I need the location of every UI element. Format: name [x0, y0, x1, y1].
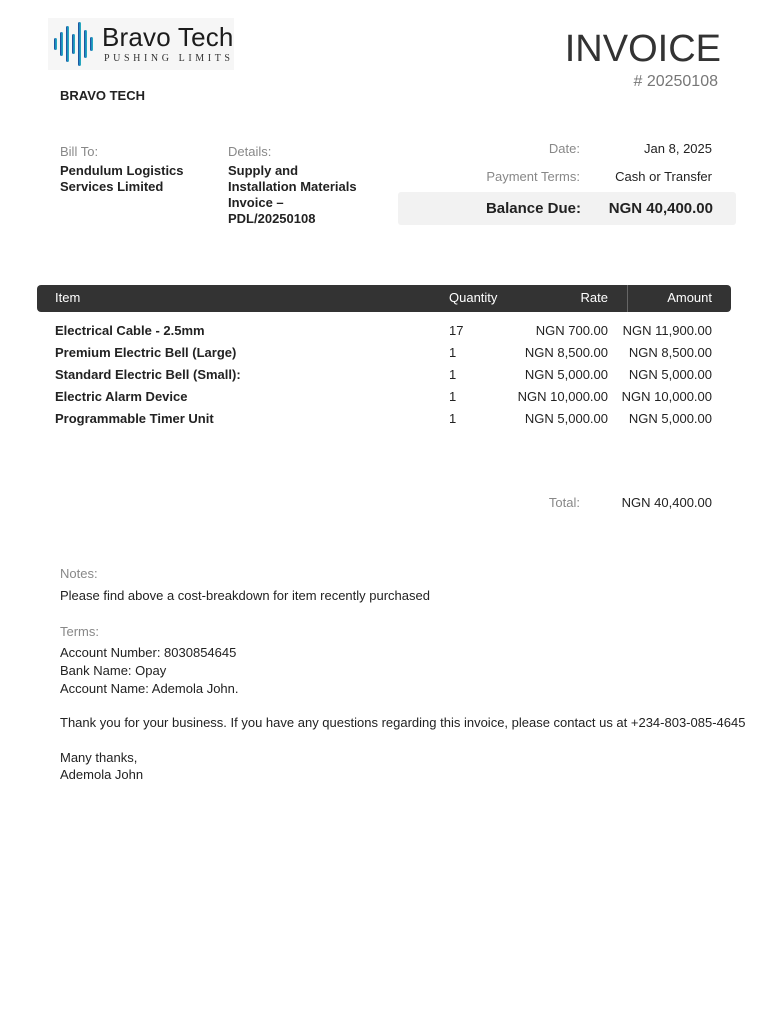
- notes-label: Notes:: [60, 566, 98, 581]
- details-line: PDL/20250108: [228, 211, 316, 226]
- header-rate: Rate: [580, 290, 608, 305]
- row-rate: NGN 700.00: [535, 323, 608, 338]
- row-quantity: 17: [449, 323, 464, 338]
- header-quantity: Quantity: [449, 290, 498, 305]
- header-item: Item: [55, 290, 81, 305]
- row-item: Electrical Cable - 2.5mm: [55, 323, 205, 338]
- company-name: BRAVO TECH: [60, 88, 145, 103]
- table-row: [0, 411, 768, 433]
- terms-label: Terms:: [60, 624, 99, 639]
- notes-text: Please find above a cost-breakdown for item recently purchased: [60, 588, 430, 603]
- soundwave-logo-icon: [52, 22, 98, 66]
- row-rate: NGN 5,000.00: [524, 411, 608, 426]
- account-number: Account Number: 8030854645: [60, 645, 237, 660]
- bill-to-label: Bill To:: [60, 144, 99, 159]
- row-rate: NGN 5,000.00: [524, 367, 608, 382]
- row-rate: NGN 8,500.00: [524, 345, 608, 360]
- company-logo: [48, 18, 234, 70]
- balance-due-label: Balance Due:: [485, 200, 581, 217]
- row-amount: NGN 5,000.00: [628, 411, 712, 426]
- table-row: [0, 389, 768, 411]
- row-item: Premium Electric Bell (Large): [55, 345, 237, 360]
- header-amount: Amount: [667, 290, 712, 305]
- thank-you-message: Thank you for your business. If you have any questions regarding this invoice, please contact us at +234-803-085-4645: [60, 715, 746, 730]
- items-table-header: [37, 285, 731, 312]
- bill-to-value: [60, 163, 210, 195]
- total-value: NGN 40,400.00: [621, 495, 712, 510]
- row-rate: NGN 10,000.00: [517, 389, 608, 404]
- logo-tagline: PUSHING LIMITS: [104, 53, 234, 64]
- payment-terms-value: Cash or Transfer: [615, 169, 712, 184]
- total-label: Total:: [548, 495, 580, 510]
- row-amount: NGN 5,000.00: [628, 367, 712, 382]
- details-value: [228, 163, 368, 227]
- row-amount: NGN 11,900.00: [622, 323, 712, 338]
- invoice-number: # 20250108: [633, 73, 718, 90]
- account-name: Account Name: Ademola John.: [60, 681, 239, 696]
- row-quantity: 1: [449, 345, 457, 360]
- bank-name: Bank Name: Opay: [60, 663, 167, 678]
- details-line: Installation Materials: [228, 179, 357, 194]
- closing-line: Many thanks,: [60, 750, 138, 765]
- details-label: Details:: [228, 144, 272, 159]
- invoice-title: INVOICE: [564, 28, 721, 70]
- row-amount: NGN 8,500.00: [628, 345, 712, 360]
- bill-to-line: Services Limited: [60, 179, 164, 194]
- row-quantity: 1: [449, 389, 457, 404]
- logo-wordmark: Bravo Tech: [102, 22, 234, 52]
- table-row: [0, 345, 768, 367]
- balance-due-box: [398, 192, 736, 225]
- details-line: Invoice –: [228, 195, 284, 210]
- date-label: Date:: [548, 141, 580, 156]
- balance-due-value: NGN 40,400.00: [608, 200, 713, 217]
- header-divider: [627, 285, 628, 312]
- date-value: Jan 8, 2025: [644, 141, 712, 156]
- row-item: Programmable Timer Unit: [55, 411, 214, 426]
- row-quantity: 1: [449, 367, 457, 382]
- signature-name: Ademola John: [60, 767, 144, 782]
- row-amount: NGN 10,000.00: [621, 389, 712, 404]
- details-line: Supply and: [228, 163, 299, 178]
- bill-to-line: Pendulum Logistics: [60, 163, 184, 178]
- row-item: Electric Alarm Device: [55, 389, 188, 404]
- table-row: [0, 367, 768, 389]
- table-row: [0, 323, 768, 345]
- row-item: Standard Electric Bell (Small):: [55, 367, 241, 382]
- payment-terms-label: Payment Terms:: [486, 169, 580, 184]
- row-quantity: 1: [449, 411, 457, 426]
